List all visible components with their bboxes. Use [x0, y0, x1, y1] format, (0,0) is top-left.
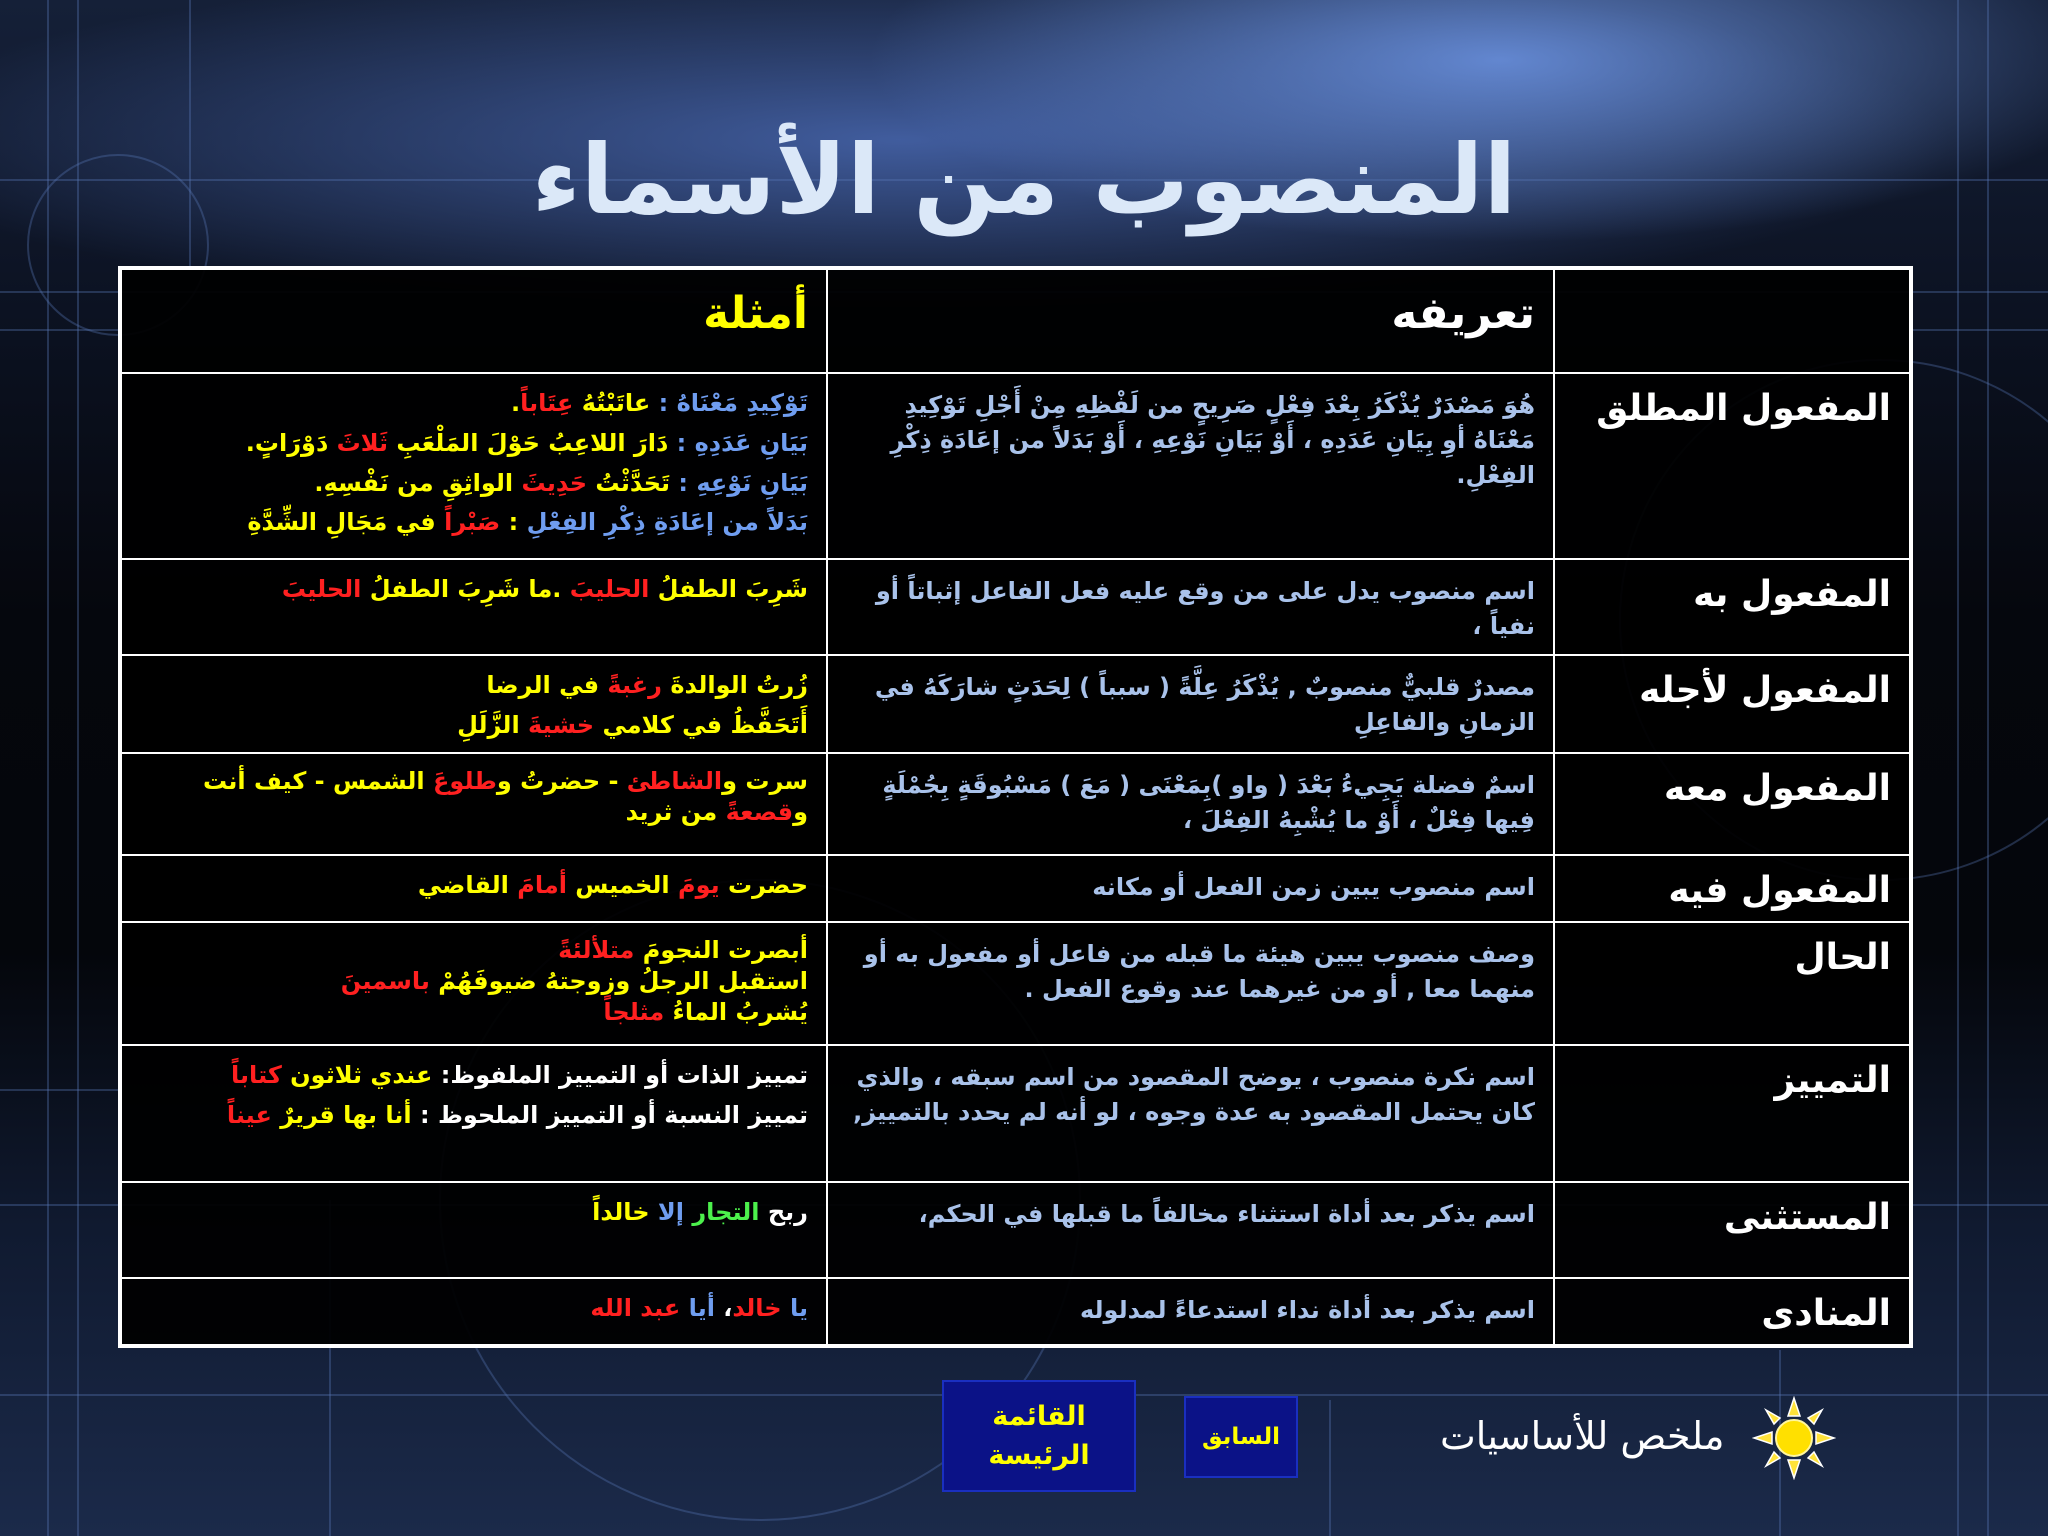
row-definition: اسم يذكر بعد أداة نداء استدعاءً لمدلوله: [826, 1279, 1553, 1344]
row-definition: اسم نكرة منصوب ، يوضح المقصود من اسم سبقه ، والذي كان يحتمل المقصود به عدة وجوه ، لو أنه لم يحدد بالتمييز,: [826, 1046, 1553, 1183]
example-line: شَرِبَ الطفلُ الحليبَ .ما شَرِبَ الطفلُ الحليبَ: [281, 575, 808, 603]
row-name: المفعول معه: [1553, 754, 1909, 856]
row-name: المستثنى: [1553, 1183, 1909, 1279]
row-name: المفعول المطلق: [1553, 374, 1909, 560]
example-line: تمييز النسبة أو التمييز الملحوظ : أنا بها قريرٌ عيناً: [226, 1100, 808, 1129]
row-examples: [122, 560, 826, 656]
header-definition: تعريفه: [826, 270, 1553, 374]
row-examples: [122, 754, 826, 856]
example-line: حضرت يومَ الخميس أمامَ القاضي: [417, 871, 808, 899]
page-title: المنصوب من الأسماء: [531, 124, 1517, 236]
row-name: التمييز: [1553, 1046, 1909, 1183]
example-line: تَوْكِيدِ مَعْنَاهُ : عاتَبْتُهُ عِتَاباً.: [510, 389, 808, 417]
example-line: أبصرت النجومَ متلألئةً: [558, 936, 808, 964]
previous-button[interactable]: السابق: [1184, 1396, 1298, 1478]
example-line: يُشربُ الماءُ مثلجاً: [603, 998, 808, 1027]
example-line: أَتَحَفَّظُ في كلامي خشيةَ الزَّلَلِ: [457, 710, 808, 739]
example-line: ربح التجار إلا خالداً: [592, 1198, 808, 1226]
nouns-table: [118, 266, 1913, 1348]
row-definition: اسم منصوب يبين زمن الفعل أو مكانه: [826, 856, 1553, 923]
sun-icon[interactable]: [1752, 1396, 1836, 1480]
row-definition: اسم يذكر بعد أداة استثناء مخالفاً ما قبلها في الحكم،: [826, 1183, 1553, 1279]
example-line: تمييز الذات أو التمييز الملفوظ: عندي ثلاثون كتاباً: [231, 1061, 808, 1089]
row-name: المفعول به: [1553, 560, 1909, 656]
main-menu-button[interactable]: القائمة الرئيسة: [942, 1380, 1136, 1492]
row-definition: مصدرٌ قلبيٌّ منصوبٌ , يُذْكَرُ عِلَّةً ( سبباً ) لِحَدَثٍ شارَكَهُ في الزمانِ والفاعِلِ: [826, 656, 1553, 754]
example-line: استقبل الرجلُ وزوجتهُ ضيوفَهُمْ باسمينَ: [340, 967, 808, 996]
example-line: بَيَانِ نَوْعِهِ : تَحَدَّثْتُ حَدِيثَ الواثِقِ من نَفْسِهِ.: [314, 468, 808, 497]
row-examples: [122, 923, 826, 1046]
example-line: يا خالد، أيا عبد الله: [590, 1294, 808, 1322]
example-line: سرت والشاطئ - حضرتُ وطلوعَ الشمس - كيف أنت وقصعةً من ثريد: [202, 767, 808, 827]
row-examples: [122, 1279, 826, 1344]
row-name: الحال: [1553, 923, 1909, 1046]
row-examples: [122, 1046, 826, 1183]
row-definition: هُوَ مَصْدَرٌ يُذْكَرُ بِعْدَ فِعْلٍ صَرِيحٍ من لَفْظِهِ مِنْ أَجْلِ تَوْكِيدِ مَعْنَاهُ أوِ بِيَانِ عَدَدِهِ ، أَوْ بَيَانِ نَوْعِهِ ، أَوْ بَدَلاً من إعَادَةِ ذِكْرِ الفِعْلِ.: [826, 374, 1553, 560]
row-examples: [122, 656, 826, 754]
row-definition: اسم منصوب يدل على من وقع عليه فعل الفاعل إثباتاً أو نفياً ،: [826, 560, 1553, 656]
header-empty-cell: [1553, 270, 1909, 374]
row-name: المنادى: [1553, 1279, 1909, 1344]
row-name: المفعول فيه: [1553, 856, 1909, 923]
row-examples: [122, 856, 826, 923]
example-line: بَيَانِ عَدَدِهِ : دَارَ اللاعِبُ حَوْلَ المَلْعَبِ ثَلاثَ دَوْرَاتٍ.: [245, 428, 808, 457]
row-definition: وصف منصوب يبين هيئة ما قبله من فاعل أو مفعول به أو منهما معا , أو من غيرهما عند وقوع الفعل .: [826, 923, 1553, 1046]
row-examples: [122, 1183, 826, 1279]
example-line: بَدَلاً من إعَادَةِ ذِكْرِ الفِعْلِ : صَبْراً في مَجَالِ الشِّدَّةِ: [247, 508, 808, 537]
row-examples: [122, 374, 826, 560]
row-name: المفعول لأجله: [1553, 656, 1909, 754]
summary-link[interactable]: ملخص للأساسيات: [1440, 1414, 1725, 1458]
header-examples: أمثلة: [122, 270, 826, 374]
row-definition: اسمٌ فضلة يَجِيءُ بَعْدَ ( واو )بِمَعْنَى ( مَعَ ) مَسْبُوقَةٍ بِجُمْلَةٍ فِيها فِعْلٌ ، أَوْ ما يُشْبِهُ الفِعْلَ ،: [826, 754, 1553, 856]
example-line: زُرتُ الوالدةَ رغبةً في الرضا: [486, 671, 808, 699]
